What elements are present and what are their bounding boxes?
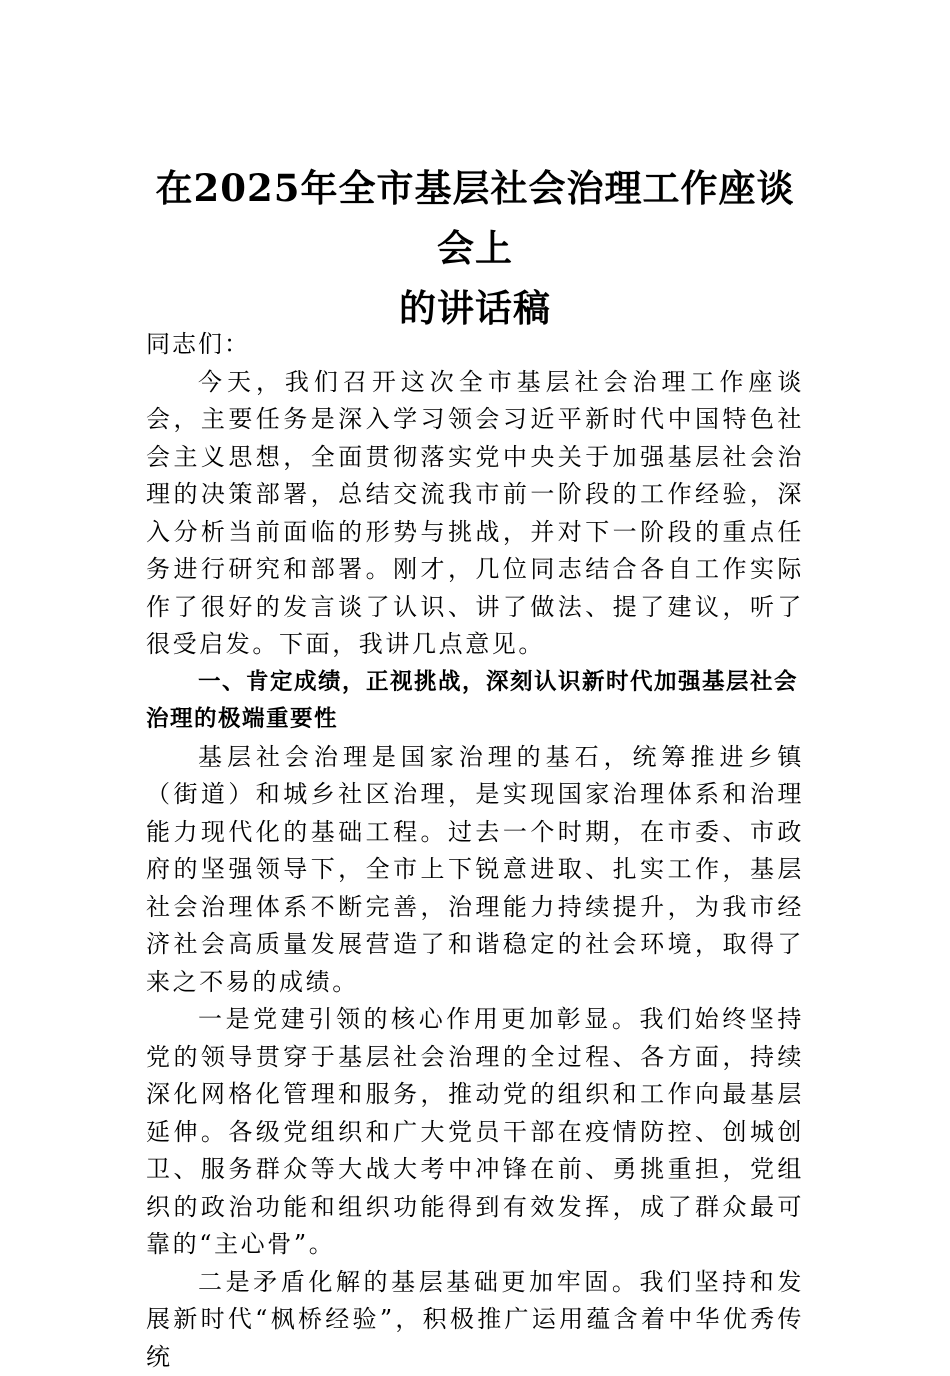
salutation: 同志们： — [146, 326, 804, 364]
point-2-text: 我们坚持和发展新时代“枫桥经验”，积极推广运用蕴含着中华优秀传统 — [146, 1268, 804, 1371]
section-heading-1: 一、肯定成绩，正视挑战，深刻认识新时代加强基层社会治理的极端重要性 — [146, 664, 804, 739]
document-body — [146, 326, 804, 1376]
point-1-paragraph — [146, 1001, 804, 1264]
point-2-paragraph — [146, 1264, 804, 1376]
title-line-2: 的讲话稿 — [146, 278, 804, 338]
intro-paragraph: 今天，我们召开这次全市基层社会治理工作座谈会，主要任务是深入学习领会习近平新时代中国特色社会主义思想，全面贯彻落实党中央关于加强基层社会治理的决策部署，总结交流我市前一阶段的工作经验，深入分析当前面临的形势与挑战，并对下一阶段的重点任务进行研究和部署。刚才，几位同志结合各自工作实际作了很好的发言谈了认识、讲了做法、提了建议，听了很受启发。下面，我讲几点意见。 — [146, 364, 804, 664]
title-line-1: 在2025年全市基层社会治理工作座谈会上 — [146, 158, 804, 278]
point-2-lead: 二是矛盾化解的基层基础更加牢固。 — [198, 1268, 639, 1296]
section1-paragraph: 基层社会治理是国家治理的基石，统筹推进乡镇（街道）和城乡社区治理，是实现国家治理体系和治理能力现代化的基础工程。过去一个时期，在市委、市政府的坚强领导下，全市上下锐意进取、扎实工作，基层社会治理体系不断完善，治理能力持续提升，为我市经济社会高质量发展营造了和谐稳定的社会环境，取得了来之不易的成绩。 — [146, 739, 804, 1002]
point-1-lead: 一是党建引领的核心作用更加彰显。 — [198, 1005, 639, 1033]
document-title — [146, 158, 804, 338]
point-1-text: 我们始终坚持党的领导贯穿于基层社会治理的全过程、各方面，持续深化网格化管理和服务，推动党的组织和工作向最基层延伸。各级党组织和广大党员干部在疫情防控、创城创卫、服务群众等大战大考中冲锋在前、勇挑重担，党组织的政治功能和组织功能得到有效发挥，成了群众最可靠的“主心骨”。 — [146, 1005, 804, 1258]
